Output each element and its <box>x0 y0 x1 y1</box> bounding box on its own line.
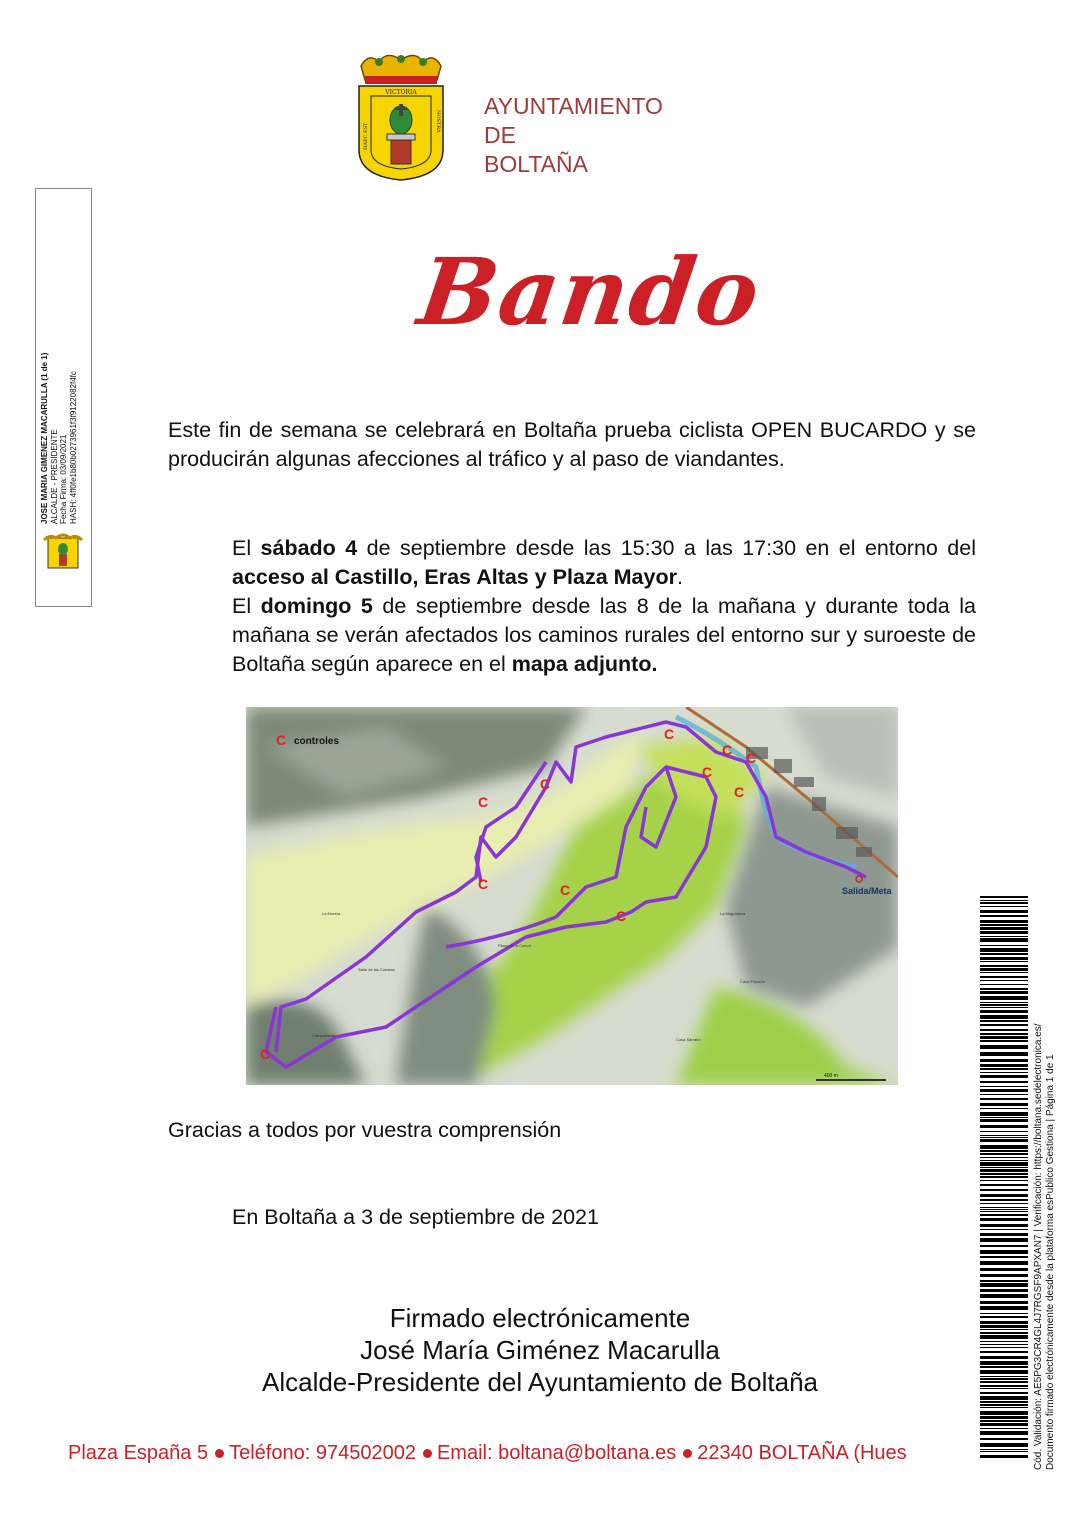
thanks-line: Gracias a todos por vuestra comprensión <box>168 1118 562 1142</box>
barcode-bar <box>980 1388 1028 1389</box>
barcode-bar <box>980 1125 1028 1128</box>
barcode-bar <box>980 1347 1028 1348</box>
barcode-bar <box>980 1119 1028 1122</box>
signature-block <box>190 1302 890 1398</box>
barcode-bar <box>980 996 1028 1000</box>
barcode-bar <box>980 936 1028 937</box>
barcode-bar <box>980 900 1028 901</box>
barcode-bar <box>980 957 1028 960</box>
barcode-bar <box>980 948 1028 952</box>
barcode-bar <box>980 1004 1028 1006</box>
barcode-bar <box>980 1207 1028 1208</box>
barcode-bar <box>980 902 1028 904</box>
barcode-bar <box>980 1029 1028 1031</box>
barcode-bar <box>980 1162 1028 1166</box>
barcode-bar <box>980 1283 1028 1287</box>
barcode-bar <box>980 1184 1028 1186</box>
control-marker: C <box>478 876 489 892</box>
barcode-bar <box>980 1052 1028 1056</box>
barcode-bar <box>980 1332 1028 1334</box>
barcode-bar <box>980 1064 1028 1067</box>
barcode-bar <box>980 961 1028 962</box>
barcode-bar <box>980 1117 1028 1118</box>
route-map <box>246 707 898 1085</box>
barcode-bar <box>980 1344 1028 1345</box>
org-line-2: DE <box>484 122 516 148</box>
barcode-bar <box>980 1411 1028 1415</box>
barcode-bar <box>980 1385 1028 1387</box>
barcode-bar <box>980 1135 1028 1136</box>
bullet-icon <box>683 1449 692 1458</box>
barcode-bar <box>980 1381 1028 1383</box>
barcode-bar <box>980 1007 1028 1008</box>
sunday-date: domingo 5 <box>260 594 373 618</box>
control-marker: C <box>478 794 489 810</box>
barcode-bar <box>980 976 1028 978</box>
barcode-bar <box>980 1250 1028 1254</box>
barcode-bar <box>980 953 1028 955</box>
barcode-bar <box>980 1423 1028 1426</box>
barcode-bar <box>980 927 1028 930</box>
crest-motto-left: HAEC EST <box>363 122 369 150</box>
barcode-bar <box>980 1378 1028 1380</box>
barcode-bar <box>980 1356 1028 1359</box>
barcode-bar <box>980 1153 1028 1155</box>
barcode-bar <box>980 1268 1028 1271</box>
municipal-coat-of-arms <box>355 50 447 182</box>
barcode-bar <box>980 915 1028 917</box>
barcode-bar <box>980 1199 1028 1201</box>
barcode-bar <box>980 1449 1028 1450</box>
barcode-bar <box>980 1139 1028 1142</box>
barcode-bar <box>980 1010 1028 1013</box>
barcode-bar <box>980 1361 1028 1365</box>
footer-email: Email: boltana@boltana.es <box>436 1442 677 1464</box>
barcode-bar <box>980 1211 1028 1212</box>
barcode-bar <box>980 1335 1028 1339</box>
signature-line-1: Firmado electrónicamente <box>389 1303 691 1333</box>
barcode-bar <box>980 1145 1028 1149</box>
barcode-bar <box>980 1002 1028 1003</box>
control-marker: C <box>746 750 757 766</box>
barcode-bar <box>980 1376 1028 1377</box>
org-line-3: BOLTAÑA <box>484 151 588 177</box>
barcode-bar <box>980 1401 1028 1403</box>
barcode-bar <box>980 1428 1028 1429</box>
barcode-bar <box>980 1351 1028 1353</box>
map-reference: mapa adjunto. <box>511 652 658 676</box>
map-place-label: Campodarbe <box>312 1033 336 1038</box>
saturday-paragraph: El sábado 4 de septiembre desde las 15:30 a las 17:30 en el entorno del acceso al Castillo, Eras Altas y Plaza Mayor. <box>232 536 977 589</box>
barcode-bar <box>980 1396 1028 1400</box>
barcode-bar <box>980 1341 1028 1342</box>
footer-phone: Teléfono: 974502002 <box>229 1442 416 1464</box>
barcode-bar <box>980 1289 1028 1292</box>
barcode-bar <box>980 1416 1028 1419</box>
barcode-bar <box>980 896 1028 898</box>
barcode-bar <box>980 1059 1028 1062</box>
barcode-bar <box>980 1313 1028 1314</box>
barcode-bar <box>980 1366 1028 1368</box>
barcode-bar <box>980 1089 1028 1092</box>
barcode-bar <box>980 1137 1028 1138</box>
barcode-bar <box>980 1094 1028 1095</box>
barcode-bar <box>980 1075 1028 1078</box>
validation-line-1: Cód. Validación: AE5PG3CR4GL4J7RGSF9APXAN7 | Verificación: https://boltana.sedelectronica.es/ <box>1033 1023 1044 1470</box>
barcode-bar <box>980 1321 1028 1324</box>
saturday-area: acceso al Castillo, Eras Altas y Plaza Mayor <box>232 565 677 589</box>
barcode-bar <box>980 980 1028 981</box>
barcode-bar <box>980 1451 1028 1452</box>
barcode-bar <box>980 906 1028 907</box>
barcode-bar <box>980 1245 1028 1247</box>
bullet-icon <box>215 1449 224 1458</box>
barcode-bar <box>980 1233 1028 1236</box>
footer-address: Plaza España 5 <box>68 1442 209 1464</box>
barcode-bar <box>980 1033 1028 1035</box>
barcode-bar <box>980 1218 1028 1221</box>
barcode-bar <box>980 1224 1028 1227</box>
stamp-role: ALCALDE - PRESIDENTE <box>49 429 59 524</box>
map-place-label: Plano de la Cueva <box>498 943 531 948</box>
barcode-bar <box>980 1238 1028 1242</box>
footer-contact <box>68 1442 907 1465</box>
barcode-bar <box>980 1068 1028 1070</box>
barcode-bar <box>980 931 1028 934</box>
control-marker: C <box>616 908 627 924</box>
barcode-bar <box>980 984 1028 985</box>
map-place-label: Casa Francho <box>740 979 766 984</box>
validation-text <box>1033 970 1057 1470</box>
stamp-date: Fecha Firma: 03/09/2021 <box>59 434 68 524</box>
crest-motto-right: NOSTRA <box>435 110 441 133</box>
barcode-bar <box>980 972 1028 973</box>
barcode-bar <box>980 1103 1028 1106</box>
control-marker: C <box>734 784 745 800</box>
control-marker: C <box>722 742 733 758</box>
barcode-bar <box>980 1112 1028 1116</box>
stamp-hash: HASH: 4ff0fe1b80b0273961f3f9122082f4fc <box>68 371 78 524</box>
barcode-bar <box>980 1443 1028 1447</box>
bullet-icon <box>423 1449 432 1458</box>
footer-postal: 22340 BOLTAÑA (Hues <box>697 1442 907 1464</box>
barcode-bar <box>980 1024 1028 1026</box>
barcode-bar <box>980 1431 1028 1435</box>
barcode-bar <box>980 1131 1028 1132</box>
document-title: Bando <box>412 238 768 346</box>
barcode-bar <box>980 1045 1028 1049</box>
signature-line-3: Alcalde-Presidente del Ayuntamiento de Boltaña <box>261 1367 818 1397</box>
barcode-bar <box>980 938 1028 942</box>
barcode-bar <box>980 1274 1028 1277</box>
organization-name <box>484 92 663 179</box>
validation-line-2: Documento firmado electrónicamente desde la plataforma esPublico Gestiona | Página 1 de 1 <box>1045 1054 1056 1470</box>
barcode-bar <box>980 1086 1028 1087</box>
barcode-bar <box>980 965 1028 967</box>
barcode-bar <box>980 1455 1028 1458</box>
legend-control-label: controles <box>294 736 340 747</box>
barcode-bar <box>980 1160 1028 1161</box>
barcode-bar <box>980 1301 1028 1304</box>
stamp-crest-icon <box>42 532 84 574</box>
barcode-bar <box>980 1157 1028 1158</box>
control-marker: C <box>260 1046 271 1062</box>
start-finish-label: Salida/Meta <box>842 886 892 896</box>
barcode-bar <box>980 1256 1028 1258</box>
barcode-bar <box>980 1229 1028 1230</box>
barcode-bar <box>980 1098 1028 1100</box>
barcode-bar <box>980 1015 1028 1019</box>
barcode-bar <box>980 1189 1028 1191</box>
crest-motto-top: VICTORIA <box>385 89 417 96</box>
barcode-bar <box>980 1173 1028 1175</box>
signature-stamp-text <box>40 244 78 524</box>
barcode-bar <box>980 1169 1028 1172</box>
barcode-bar <box>980 1176 1028 1178</box>
map-place-label: La Magdalena <box>720 911 746 916</box>
schedule-details <box>232 534 976 679</box>
barcode-bar <box>980 1316 1028 1318</box>
barcode-bar <box>980 1325 1028 1328</box>
barcode-bar <box>980 1040 1028 1042</box>
barcode-bar <box>980 1438 1028 1440</box>
barcode-bar <box>980 1036 1028 1039</box>
signature-line-2: José María Giménez Macarulla <box>360 1335 720 1365</box>
barcode-bar <box>980 924 1028 926</box>
barcode-bar <box>980 1108 1028 1109</box>
control-marker: C <box>702 764 713 780</box>
map-scale-label: 400 m <box>824 1073 838 1079</box>
saturday-date: sábado 4 <box>260 536 358 560</box>
sunday-paragraph: El domingo 5 de septiembre desde las 8 de la mañana y durante toda la mañana se verán afectados los caminos rurales del entorno sur y suroeste de Boltaña según aparece en el mapa adjunto. <box>232 594 976 676</box>
barcode-bar <box>980 1392 1028 1394</box>
barcode-bar <box>980 1020 1028 1022</box>
barcode-bar <box>980 1420 1028 1422</box>
barcode-bar <box>980 1261 1028 1265</box>
map-place-label: La Morera <box>322 911 341 916</box>
control-marker: C <box>664 726 675 742</box>
barcode-bar <box>980 920 1028 923</box>
org-line-1: AYUNTAMIENTO <box>484 93 663 119</box>
barcode-bar <box>980 988 1028 990</box>
legend-control-symbol: C <box>276 732 287 748</box>
barcode-bar <box>980 1370 1028 1374</box>
barcode-bar <box>980 1180 1028 1181</box>
validation-barcode <box>980 896 1028 1458</box>
barcode-bar <box>980 1407 1028 1408</box>
barcode-bar <box>980 1280 1028 1282</box>
barcode-bar <box>980 945 1028 946</box>
barcode-bar <box>980 1294 1028 1298</box>
barcode-bar <box>980 1214 1028 1216</box>
map-place-label: Salto de las Cuestas <box>358 967 395 972</box>
barcode-bar <box>980 1150 1028 1152</box>
barcode-bar <box>980 991 1028 994</box>
map-place-label: Casa Sarratín <box>676 1037 701 1042</box>
barcode-bar <box>980 1203 1028 1204</box>
barcode-bar <box>980 1209 1028 1210</box>
barcode-bar <box>980 968 1028 971</box>
barcode-bar <box>980 1306 1028 1310</box>
place-date-line: En Boltaña a 3 de septiembre de 2021 <box>232 1205 599 1229</box>
barcode-bar <box>980 1072 1028 1073</box>
stamp-signer: JOSE MARIA GIMENEZ MACARULLA (1 de 1) <box>40 352 49 524</box>
control-marker: C <box>560 882 571 898</box>
barcode-bar <box>980 1329 1028 1330</box>
barcode-bar <box>980 1404 1028 1406</box>
barcode-bar <box>980 1081 1028 1083</box>
intro-paragraph: Este fin de semana se celebrará en Boltaña prueba ciclista OPEN BUCARDO y se producirán algunas afecciones al tráfico y al paso de viandantes. <box>168 418 976 471</box>
control-marker: C <box>540 776 551 792</box>
barcode-bar <box>980 1167 1028 1168</box>
barcode-bar <box>980 910 1028 913</box>
barcode-bar <box>980 1194 1028 1197</box>
